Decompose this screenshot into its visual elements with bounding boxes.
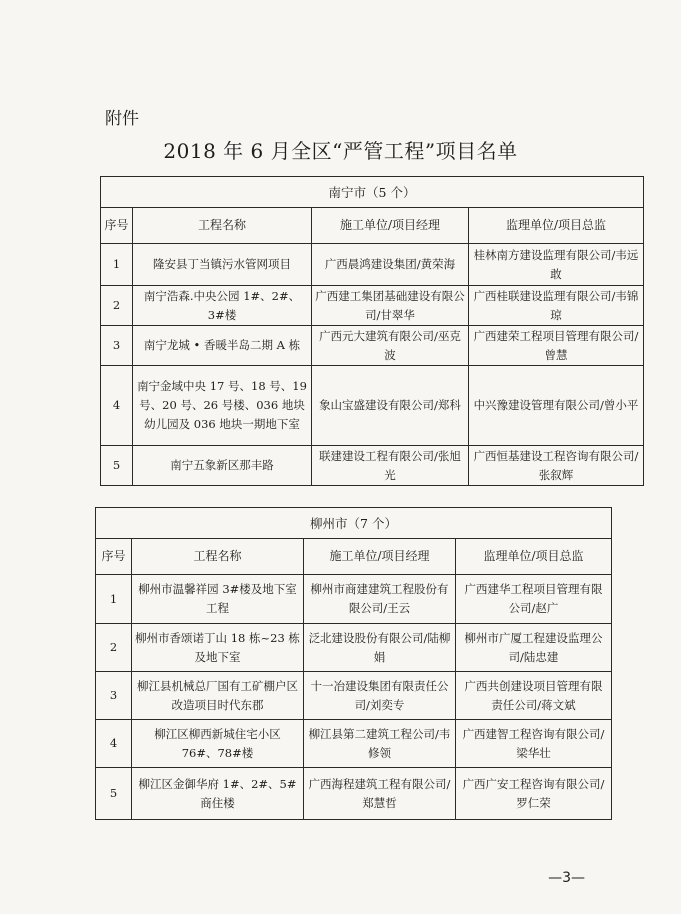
row-supervisor: 广西建华工程项目管理有限公司/赵广	[456, 575, 612, 624]
row-supervisor: 广西建智工程咨询有限公司/梁华壮	[456, 720, 612, 768]
row-project: 柳江区金御华府 1#、2#、5#商住楼	[132, 768, 304, 820]
row-contractor: 泛北建设股份有限公司/陆柳娟	[304, 624, 456, 672]
row-contractor: 联建建设工程有限公司/张旭光	[312, 446, 469, 486]
row-project: 柳州市温馨祥园 3#楼及地下室工程	[132, 575, 304, 624]
row-no: 1	[96, 575, 132, 624]
row-contractor: 广西元大建筑有限公司/巫克波	[312, 326, 469, 366]
row-project: 柳州市香颂诺丁山 18 栋~23 栋及地下室	[132, 624, 304, 672]
row-project: 南宁金域中央 17 号、18 号、19 号、20 号、26 号楼、036 地块幼儿园及 036 地块一期地下室	[133, 366, 312, 446]
page-number: —3—	[548, 870, 585, 886]
row-supervisor: 广西共创建设项目管理有限责任公司/蒋文斌	[456, 672, 612, 720]
row-supervisor: 柳州市广厦工程建设监理公司/陆忠建	[456, 624, 612, 672]
row-project: 隆安县丁当镇污水管网项目	[133, 244, 312, 286]
liuzhou-table	[95, 507, 612, 820]
table-row	[96, 768, 612, 820]
row-contractor: 象山宝盛建设有限公司/郑科	[312, 366, 469, 446]
col-contractor: 施工单位/项目经理	[312, 208, 469, 244]
row-contractor: 广西海程建筑工程有限公司/郑慧哲	[304, 768, 456, 820]
table-row	[101, 244, 644, 286]
row-no: 4	[101, 366, 133, 446]
col-seq: 序号	[101, 208, 133, 244]
row-supervisor: 广西桂联建设监理有限公司/韦锦琼	[469, 286, 644, 326]
col-seq: 序号	[96, 539, 132, 575]
row-no: 5	[96, 768, 132, 820]
row-no: 3	[101, 326, 133, 366]
table-row	[101, 446, 644, 486]
column-header-row	[96, 539, 612, 575]
row-supervisor: 桂林南方建设监理有限公司/韦远敢	[469, 244, 644, 286]
row-no: 2	[96, 624, 132, 672]
column-header-row	[101, 208, 644, 244]
row-contractor: 柳江县第二建筑工程公司/韦修领	[304, 720, 456, 768]
row-project: 南宁浩森.中央公园 1#、2#、3#楼	[133, 286, 312, 326]
document-title: 2018 年 6 月全区“严管工程”项目名单	[163, 139, 518, 163]
nanning-table	[100, 176, 644, 486]
city-header-liuzhou: 柳州市（7 个）	[96, 508, 612, 539]
row-no: 2	[101, 286, 133, 326]
table-row	[101, 286, 644, 326]
row-project: 南宁五象新区那丰路	[133, 446, 312, 486]
row-contractor: 柳州市商建建筑工程股份有限公司/王云	[304, 575, 456, 624]
table-row	[96, 575, 612, 624]
col-supervisor: 监理单位/项目总监	[456, 539, 612, 575]
row-project: 柳江区柳西新城住宅小区 76#、78#楼	[132, 720, 304, 768]
row-supervisor: 广西恒基建设工程咨询有限公司/张叙辉	[469, 446, 644, 486]
row-project: 柳江县机械总厂国有工矿棚户区改造项目时代东郡	[132, 672, 304, 720]
table-row	[96, 672, 612, 720]
row-supervisor: 中兴豫建设管理有限公司/曾小平	[469, 366, 644, 446]
table-row	[101, 326, 644, 366]
row-contractor: 十一冶建设集团有限责任公司/刘奕专	[304, 672, 456, 720]
city-header-nanning: 南宁市（5 个）	[101, 177, 644, 208]
table-row	[101, 366, 644, 446]
row-no: 5	[101, 446, 133, 486]
row-no: 1	[101, 244, 133, 286]
row-no: 4	[96, 720, 132, 768]
col-supervisor: 监理单位/项目总监	[469, 208, 644, 244]
row-project: 南宁龙城 • 香暖半岛二期 A 栋	[133, 326, 312, 366]
table-row	[96, 624, 612, 672]
row-supervisor: 广西建荣工程项目管理有限公司/曾慧	[469, 326, 644, 366]
row-contractor: 广西建工集团基础建设有限公司/甘翠华	[312, 286, 469, 326]
col-project: 工程名称	[133, 208, 312, 244]
col-contractor: 施工单位/项目经理	[304, 539, 456, 575]
row-contractor: 广西晨鸿建设集团/黄荣海	[312, 244, 469, 286]
col-project: 工程名称	[132, 539, 304, 575]
attachment-label: 附件	[105, 109, 139, 129]
row-no: 3	[96, 672, 132, 720]
row-supervisor: 广西广安工程咨询有限公司/罗仁荣	[456, 768, 612, 820]
table-row	[96, 720, 612, 768]
